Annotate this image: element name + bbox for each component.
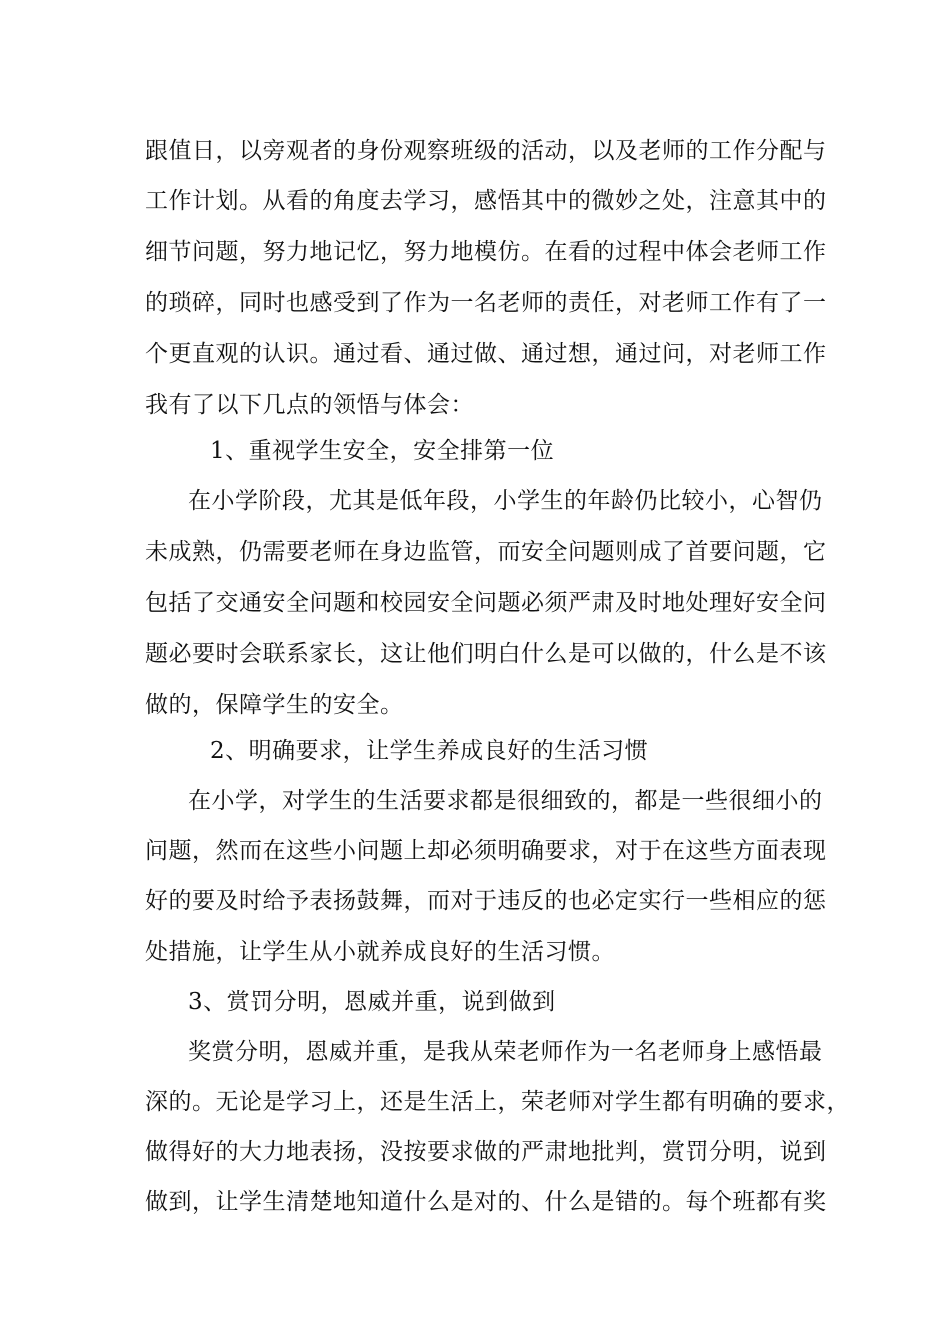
body-text-line: 做的，保障学生的安全。 — [145, 692, 404, 718]
body-text-line: 细节问题，努力地记忆，努力地模仿。在看的过程中体会老师工作 — [145, 239, 827, 265]
body-text-line: 问题，然而在这些小问题上却必须明确要求，对于在这些方面表现 — [145, 838, 827, 864]
body-text-line: 题必要时会联系家长，这让他们明白什么是可以做的，什么是不该 — [145, 641, 827, 667]
body-text-line: 我有了以下几点的领悟与体会： — [145, 392, 474, 418]
body-text-line: 工作计划。从看的角度去学习，感悟其中的微妙之处，注意其中的 — [145, 188, 827, 214]
body-text-line: 在小学，对学生的生活要求都是很细致的，都是一些很细小的 — [188, 788, 823, 814]
body-text-line: 未成熟，仍需要老师在身边监管，而安全问题则成了首要问题，它 — [145, 539, 827, 565]
body-text-line: 个更直观的认识。通过看、通过做、通过想，通过问，对老师工作 — [145, 341, 827, 367]
body-text-line: 奖赏分明，恩威并重，是我从荣老师作为一名老师身上感悟最 — [188, 1039, 823, 1065]
body-text-line: 跟值日，以旁观者的身份观察班级的活动，以及老师的工作分配与 — [145, 138, 827, 164]
body-text-line: 包括了交通安全问题和校园安全问题必须严肃及时地处理好安全问 — [145, 590, 827, 616]
body-text-line: 的琐碎，同时也感受到了作为一名老师的责任，对老师工作有了一 — [145, 290, 827, 316]
body-text-line: 在小学阶段，尤其是低年段，小学生的年龄仍比较小，心智仍 — [188, 488, 823, 514]
section-heading-1: 1、重视学生安全，安全排第一位 — [210, 438, 555, 464]
body-text-line: 做得好的大力地表扬，没按要求做的严肃地批判，赏罚分明，说到 — [145, 1139, 827, 1165]
section-heading-3: 3、赏罚分明，恩威并重，说到做到 — [188, 989, 556, 1015]
body-text-line: 处措施，让学生从小就养成良好的生活习惯。 — [145, 939, 615, 965]
body-text-line: 做到，让学生清楚地知道什么是对的、什么是错的。每个班都有奖 — [145, 1189, 827, 1215]
section-heading-2: 2、明确要求，让学生养成良好的生活习惯 — [210, 738, 649, 764]
body-text-line: 好的要及时给予表扬鼓舞，而对于违反的也必定实行一些相应的惩 — [145, 888, 827, 914]
body-text-line: 深的。无论是学习上，还是生活上，荣老师对学生都有明确的要求， — [145, 1089, 850, 1115]
